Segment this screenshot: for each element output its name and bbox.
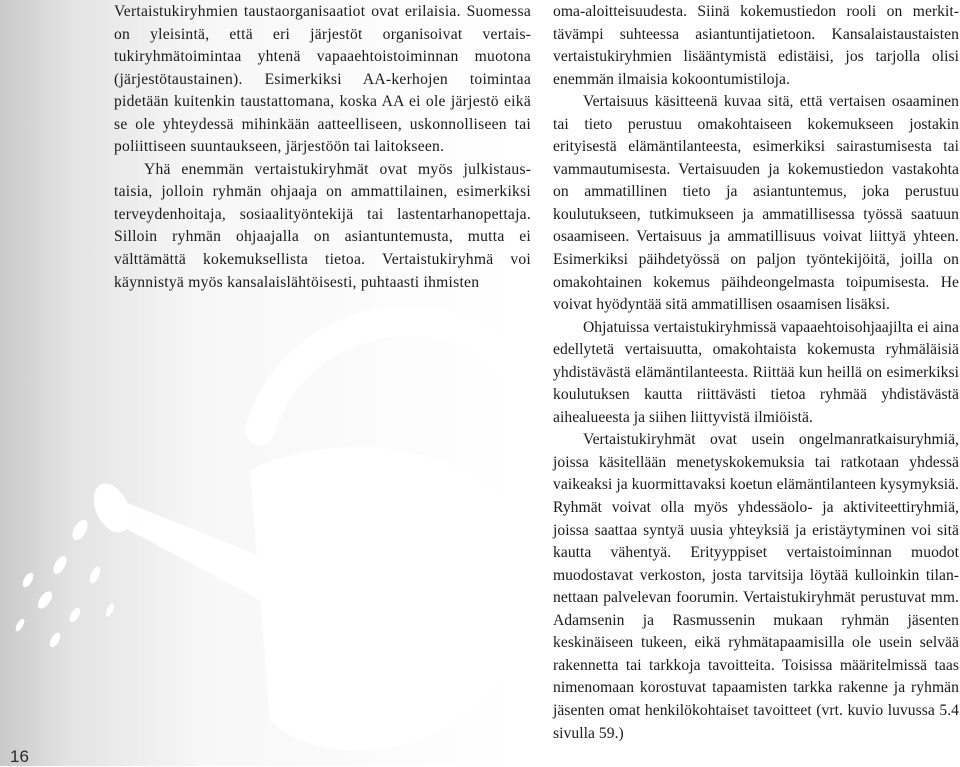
paragraph: Vertaisuus käsitteenä kuvaa sitä, että vertaisen osaaminen tai tieto perustuu omakohtaiseen kokemukseen jostakin erityisestä elämäntilanteesta, esimerkiksi sairastumisesta tai vammautumisesta. Vertaisuuden ja kokemustiedon vastakohta on ammatillinen tieto ja asiantuntemus, joka perustuu koulutukseen, tutkimukseen ja ammatillisessa työssä saatuun osaamiseen. Vertaisuus ja ammatillisuus voivat liittyä yhteen. Esimerkiksi päihdetyössä on paljon työntekijöitä, joilla on omakohtainen kokemus päihdeongelmasta toipumisesta. He voivat hyödyntää sitä ammatillisen osaamisen lisäksi. (553, 93, 959, 314)
left-text-column (114, 1, 531, 294)
paragraph: Vertaistukiryhmien taustaorganisaatiot ovat erilaisia. Suomessa on yleisintä, että eri järjestöt organisoivat vertaistukiryhmätoimintaa yhtenä vapaaehtoistoiminnan muotona (järjestötaustainen). Esimerkiksi AA-kerhojen toimintaa pidetään kuitenkin taustattomana, koska AA ei ole järjestö eikä se ole yhteydessä mihinkään aatteelliseen, uskonnolliseen tai poliittiseen suuntaukseen, järjestöön tai laitokseen. (114, 3, 531, 156)
page-number: 16 (10, 747, 29, 766)
paragraph: Yhä enemmän vertaistukiryhmät ovat myös julkistaustaisia, jolloin ryhmän ohjaaja on ammattilainen, esimerkiksi terveydenhoitaja, sosiaalityöntekijä tai lastentarhanopettaja. Silloin ryhmän ohjaajalla on asiantuntemusta, mutta ei välttämättä kokemuksellista tietoa. Vertaistukiryhmä voi käynnistyä myös kansalaislähtöisesti, puhtaasti ihmisten (114, 160, 531, 291)
right-text-column (553, 1, 959, 745)
paragraph: oma-aloitteisuudesta. Siinä kokemustiedon rooli on merkittävämpi suhteessa asiantuntijatietoon. Kansalaistaustaisten vertaistukiryhmien lisääntymistä edistäisi, jos tarjolla olisi enemmän ilmaisia kokoontumistiloja. (553, 3, 959, 88)
paragraph: Ohjatuissa vertaistukiryhmissä vapaaehtoisohjaajilta ei aina edellytetä vertaisuutta, omakohtaista kokemusta ryhmäläisiä yhdistävästä elämäntilanteesta. Riittää kun heillä on esimerkiksi koulutuksen kautta riittävästi tietoa ryhmää yhdistävästä aihealueesta ja siihen liittyvistä ilmiöistä. (553, 318, 959, 426)
paragraph: Vertaistukiryhmät ovat usein ongelmanratkaisuryhmiä, joissa käsitellään menetyskokemuksia tai ratkotaan yhdessä vaikeaksi ja kuormittavaksi koetun elämäntilanteen kysymyksiä. Ryhmät voivat olla myös yhdessäolo- ja aktiviteettiryhmiä, joissa saattaa syntyä uusia yhteyksiä ja eristäytyminen voi sitä kautta vähentyä. Erityyppiset vertaistoiminnan muodot muodostavat verkoston, josta tarvitsija löytää kulloinkin tilannettaan palvelevan foorumin. Vertaistukiryhmät perustuvat mm. Adamsenin ja Rasmussenin mukaan ryhmän jäsenten keskinäiseen tukeen, eikä ryhmätapaamisilla ole usein selvää rakennetta tai tarkkoja tavoitteita. Toisissa määritelmissä taas nimenomaan korostuvat tapaamisten tarkka rakenne ja ryhmän jäsenten omat henkilökohtaiset tavoitteet (vrt. kuvio luvussa 5.4 sivulla 59.) (553, 431, 959, 742)
